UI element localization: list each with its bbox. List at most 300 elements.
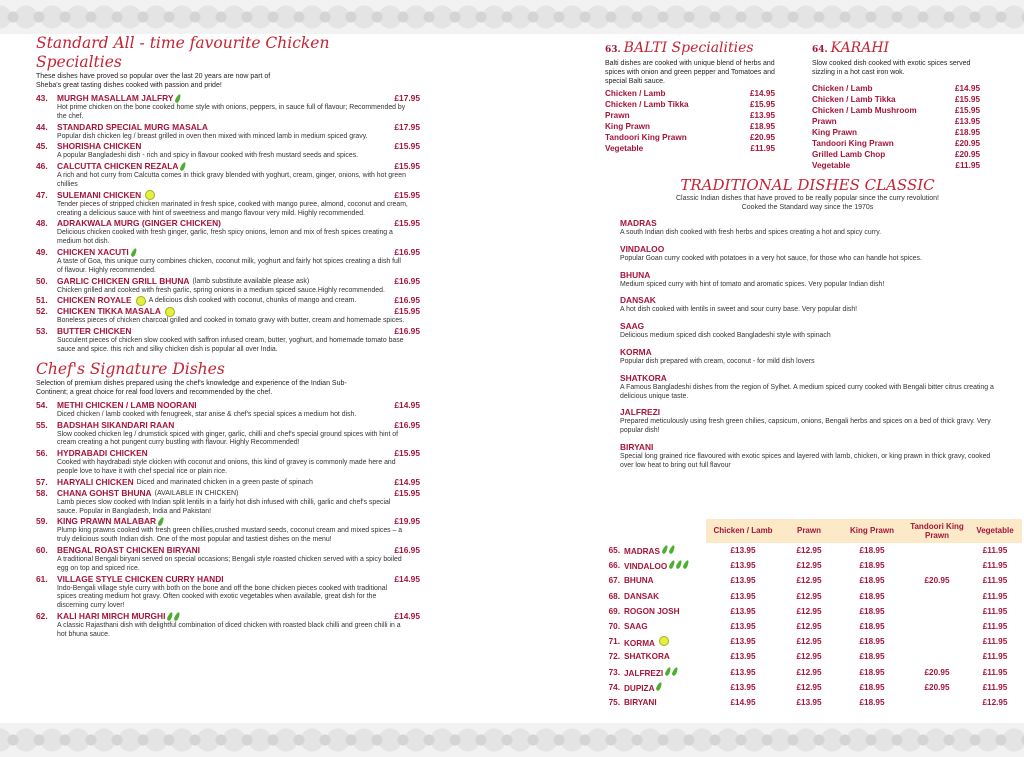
col-king-prawn: King Prawn: [838, 519, 906, 543]
decorative-border-bottom: [0, 723, 1024, 757]
row-dish-name: [622, 589, 706, 604]
item-name: CHICKEN ROYALE: [57, 295, 132, 306]
item-price: £16.95: [394, 246, 420, 257]
menu-item: [36, 306, 420, 326]
row-dish-name: [622, 619, 706, 634]
row-dish-name: [622, 634, 706, 649]
item-description: Diced chicken / lamb cooked with fenugreek, star anise & chef's special spices a medium hot dish.: [57, 410, 357, 418]
item-number: 47.: [36, 189, 48, 200]
menu-item: [36, 93, 420, 122]
price-row-name: Vegetable: [605, 144, 644, 153]
menu-item-header: [36, 488, 408, 499]
row-price-2: £12.95: [796, 546, 822, 556]
price-row: [605, 132, 775, 143]
item-description: Chicken grilled and cooked with fresh garlic, spring onions in a medium spiced sauce.Highly recommended.: [57, 286, 385, 294]
item-number: 43.: [36, 93, 48, 103]
menu-item-header: [36, 247, 408, 258]
menu-item: [36, 448, 420, 477]
item-price: £15.95: [394, 306, 420, 317]
row-price-1: £13.95: [730, 682, 756, 692]
row-price-1: £13.95: [730, 606, 756, 616]
row-price-2: £12.95: [796, 606, 822, 616]
price-row-value: £18.95: [749, 122, 775, 131]
price-row-value: £14.95: [954, 84, 980, 93]
item-name: KALI HARI MIRCH MURGHI: [57, 610, 166, 621]
dish-name: BIRYANI: [620, 441, 654, 452]
traditional-dish: [620, 347, 995, 367]
item-name: BUTTER CHICKEN: [57, 326, 132, 337]
menu-item-header: [36, 516, 408, 527]
menu-item-header: [36, 448, 408, 459]
price-table-row: [600, 695, 1022, 710]
item-price: £15.95: [394, 189, 420, 200]
menu-item: [36, 218, 420, 247]
row-price-1: £13.95: [730, 667, 756, 677]
traditional-subtitle: Classic Indian dishes that have proved to be really popular since the curry revolution! Cooked the Standard way since the 1970s: [675, 195, 940, 211]
mild-icon: [145, 190, 155, 200]
item-number: 60.: [36, 544, 48, 555]
signature-section-title: Chef's Signature Dishes: [36, 359, 225, 378]
item-number: 56.: [36, 448, 48, 459]
menu-item: [36, 295, 420, 306]
item-number: 62.: [36, 610, 48, 621]
row-price-1: £14.95: [730, 697, 756, 707]
menu-item-header: [36, 141, 408, 152]
item-number: 46.: [36, 161, 48, 172]
price-row-name: King Prawn: [605, 122, 651, 131]
price-row-name: Chicken / Lamb: [812, 84, 873, 93]
item-description: A traditional Bengali biryani served on special occasions; Bengali style roasted chicken served with a spicy boiled egg on top and spiced rice.: [57, 555, 402, 572]
row-number: 74.: [608, 682, 620, 692]
dish-description: A south Indian dish cooked with fresh herbs and spices creating a hot and spicy curry.: [620, 229, 882, 236]
row-price-5: £12.95: [982, 697, 1008, 707]
price-row-name: Vegetable: [812, 161, 851, 170]
row-dish-name: [622, 573, 706, 588]
dish-name: BHUNA: [620, 269, 651, 280]
menu-item: [36, 161, 420, 190]
price-row: [812, 149, 980, 160]
chili-icon: [663, 667, 677, 676]
karahi-price-list: [812, 83, 980, 171]
row-price-4: £20.95: [924, 682, 950, 692]
item-name: BENGAL ROAST CHICKEN BIRYANI: [57, 544, 201, 555]
row-dish-label: SAAG: [624, 622, 648, 632]
menu-item-header: [36, 122, 408, 133]
mild-icon: [655, 636, 669, 646]
price-row-value: £11.95: [750, 144, 775, 153]
chili-icon: [129, 248, 136, 257]
row-price-3: £18.95: [859, 591, 885, 601]
mild-icon: [161, 307, 175, 317]
chili-icon: [671, 666, 678, 676]
item-name: KING PRAWN MALABAR: [57, 516, 157, 527]
row-price-3: £18.95: [859, 682, 885, 692]
row-dish-label: KORMA: [624, 638, 655, 648]
item-number: 52.: [36, 306, 48, 317]
chili-icon: [654, 682, 661, 691]
row-price-5: £11.95: [982, 561, 1008, 571]
row-price-3: £18.95: [859, 606, 885, 616]
row-price-2: £12.95: [796, 682, 822, 692]
row-price-1: £13.95: [730, 591, 756, 601]
item-price: £15.95: [394, 218, 420, 229]
price-row-value: £11.95: [955, 161, 980, 170]
price-row-value: £13.95: [954, 117, 980, 126]
chili-icon: [156, 517, 163, 526]
karahi-section: [812, 40, 980, 171]
item-description: A popular Bangladeshi dish - rich and spicy in flavour cooked with fresh mustard seeds and spices.: [57, 152, 359, 160]
row-number: 66.: [608, 561, 620, 571]
price-row-name: Chicken / Lamb: [605, 89, 666, 98]
item-name: CHICKEN XACUTI: [57, 246, 129, 257]
row-price-4: [906, 619, 968, 634]
price-row-name: King Prawn: [812, 128, 858, 137]
row-price-2: £12.95: [796, 576, 822, 586]
chili-icon: [656, 681, 663, 691]
row-price-4: [906, 649, 968, 664]
menu-item-header: [36, 218, 408, 229]
menu-item: [36, 189, 420, 219]
price-row-value: £15.95: [954, 106, 980, 115]
item-price: £14.95: [394, 573, 420, 584]
price-row: [605, 99, 775, 110]
dish-name: SHATKORA: [620, 372, 667, 383]
item-name: VILLAGE STYLE CHICKEN CURRY HANDI: [57, 573, 224, 584]
item-price: £17.95: [394, 121, 420, 132]
item-price: £14.95: [394, 399, 420, 410]
dish-description: Medium spiced curry with hint of tomato and aromatic spices. Very popular Indian dish!: [620, 280, 885, 288]
price-row-value: £20.95: [954, 139, 980, 148]
balti-number: 63.: [605, 45, 621, 55]
item-name: CALCUTTA CHICKEN REZALA: [57, 161, 179, 172]
menu-item-header: [36, 306, 408, 317]
chili-icon: [174, 611, 181, 621]
col-chicken-lamb: Chicken / Lamb: [706, 519, 780, 543]
item-note: Diced and marinated chicken in a green paste of spinach: [136, 478, 313, 486]
item-number: 49.: [36, 246, 48, 257]
price-table-row: [600, 589, 1022, 604]
row-number: 67.: [608, 576, 620, 586]
menu-item-header: [36, 420, 408, 431]
row-dish-label: JALFREZI: [624, 668, 664, 678]
item-description: Delicious chicken cooked with fresh ginger, garlic, fresh spicy onions, lemon and mix of fresh spices creating a medium hot dish.: [57, 229, 393, 246]
menu-item: [36, 246, 420, 276]
balti-price-list: [605, 88, 775, 154]
price-row-name: Prawn: [605, 111, 630, 120]
row-price-5: £11.95: [982, 546, 1008, 556]
item-price: £15.95: [394, 141, 420, 152]
chili-icon: [676, 560, 683, 570]
row-price-5: £11.95: [982, 591, 1008, 601]
price-row: [812, 127, 980, 138]
dish-name: KORMA: [620, 346, 652, 357]
item-description: Boneless pieces of chicken charcoal grilled and cooked in tomato gravy with butter, cream and homemade spices.: [57, 317, 405, 325]
price-table-row: [600, 665, 1022, 680]
signature-intro: Selection of premium dishes prepared using the chef's knowledge and experience of the Indian Sub-Continent; a great choice for real food lovers and recommended by the chef.: [36, 379, 347, 396]
price-row-value: £18.95: [954, 128, 980, 137]
row-dish-name: [622, 558, 706, 573]
item-description: Cooked with haydrabadi style ckicken with coconut and onions, this kind of gravey is commonly made here and people love to have it with chef special rice or plain rice.: [57, 459, 396, 475]
item-description: A rich and hot curry from Calcutta comes in thick gravy blended with yoghurt, cream, ginger, onions, with hot green chillies: [57, 172, 406, 188]
row-price-2: £13.95: [796, 697, 822, 707]
menu-item-header: [36, 574, 408, 585]
row-price-1: £13.95: [730, 561, 756, 571]
price-table-row: [600, 680, 1022, 695]
standard-intro: These dishes have proved so popular over the last 20 years are now part of Sheba's great tasting dishes cooked with passion and pride!: [36, 73, 271, 89]
mild-icon: [659, 636, 669, 646]
mild-icon: [136, 296, 146, 306]
traditional-dish: [620, 244, 995, 264]
price-row: [605, 121, 775, 132]
row-price-5: £11.95: [982, 576, 1008, 586]
row-price-5: £11.95: [982, 606, 1008, 616]
price-row-name: Tandoori King Prawn: [812, 139, 894, 148]
row-dish-name: [622, 665, 706, 680]
chili-icon: [157, 517, 164, 527]
row-number: 72.: [608, 652, 620, 662]
col-tandoori-king-prawn: Tandoori King Prawn: [906, 519, 968, 543]
price-row-value: £15.95: [954, 95, 980, 104]
row-dish-name: [622, 649, 706, 664]
item-description: Indo-Bengali village style curry with both on the bone and off the bone chicken pieces cooked with traditional spices creating medium hot gravy. Often cooked with exotic vegetables when available, great dish for the discerning curry lover!: [57, 584, 388, 610]
item-price: £16.95: [394, 295, 420, 306]
row-number: 70.: [608, 622, 620, 632]
item-note: (AVAILABLE IN CHICKEN): [154, 489, 239, 497]
karahi-title-row: [812, 40, 980, 59]
price-row: [812, 94, 980, 105]
traditional-dish: [620, 270, 995, 290]
menu-item-header: [36, 477, 408, 488]
price-row: [605, 143, 775, 154]
item-note: A delicious dish cooked with coconut, chunks of mango and cream.: [148, 297, 357, 305]
item-price: £16.95: [394, 544, 420, 555]
item-price: £16.95: [394, 419, 420, 430]
mild-icon: [165, 307, 175, 317]
menu-item: [36, 610, 420, 640]
row-dish-label: BHUNA: [624, 576, 654, 586]
dish-name: SAAG: [620, 321, 645, 332]
row-price-2: £12.95: [796, 561, 822, 571]
row-price-3: £18.95: [859, 667, 885, 677]
dish-description: A Famous Bangladeshi dishes from the region of Sylhet. A medium spiced curry cooked with Bengali bitter citrus creating a delicious unique taste.: [620, 383, 994, 400]
traditional-dish-list: [620, 218, 995, 471]
dish-description: A hot dish cooked with lentils in sweet and sour curry base. Very popular dish!: [620, 306, 858, 314]
price-table-row: [600, 573, 1022, 588]
dish-name: VINDALOO: [620, 243, 665, 254]
row-price-4: £20.95: [924, 576, 950, 586]
price-row: [605, 110, 775, 121]
price-table-row: [600, 543, 1022, 558]
traditional-dish: [620, 442, 995, 471]
menu-item-header: [36, 611, 408, 622]
row-price-1: £13.95: [730, 546, 756, 556]
row-price-1: £13.95: [730, 622, 756, 632]
traditional-section: [620, 176, 995, 471]
item-number: 61.: [36, 573, 48, 584]
price-row-name: Grilled Lamb Chop: [812, 150, 886, 159]
item-number: 55.: [36, 419, 48, 430]
row-price-3: £18.95: [859, 637, 885, 647]
standard-section-title: Standard All - time favourite Chicken Specialties: [36, 34, 330, 71]
dish-description: Special long grained rice flavoured with exotic spices and layered with lamb, chicken, or king prawn in thick gravy, cooked over low heat to bring out full flavour: [620, 452, 991, 469]
left-column: [36, 34, 420, 640]
row-number: 69.: [608, 606, 620, 616]
item-name: STANDARD SPECIAL MURG MASALA: [57, 121, 208, 132]
row-price-4: £20.95: [924, 667, 950, 677]
chili-icon: [669, 560, 676, 570]
row-dish-name: [622, 695, 706, 710]
row-price-4: [906, 634, 968, 649]
decorative-border-top: [0, 0, 1024, 34]
row-number: 73.: [608, 667, 620, 677]
price-row: [812, 105, 980, 116]
price-table-row: [600, 619, 1022, 634]
menu-item-header: [36, 326, 408, 337]
item-number: 44.: [36, 121, 48, 132]
item-name: HYDRABADI CHICKEN: [57, 448, 148, 459]
price-table-header: [600, 519, 1022, 543]
price-row-value: £14.95: [749, 89, 775, 98]
price-row: [812, 83, 980, 94]
row-dish-label: DANSAK: [624, 591, 660, 601]
row-number: 75.: [608, 697, 620, 707]
balti-desc: Balti dishes are cooked with unique blend of herbs and spices with onion and green pepper and Tomatoes and special Balti sauce.: [605, 60, 775, 85]
dish-description: Popular dish prepared with cream, coconut - for mild dish lovers: [620, 357, 815, 365]
row-price-4: [906, 543, 968, 558]
chili-icon: [668, 545, 675, 555]
dish-description: Delicious medium spiced dish cooked Bangladeshi style with spinach: [620, 332, 831, 340]
menu-item: [36, 487, 420, 517]
row-price-2: £12.95: [796, 591, 822, 601]
price-row-name: Tandoori King Prawn: [605, 133, 687, 142]
chili-icon: [178, 162, 185, 171]
menu-item: [36, 544, 420, 574]
item-name: CHICKEN TIKKA MASALA: [57, 306, 161, 317]
row-price-1: £13.95: [730, 576, 756, 586]
menu-item: [36, 419, 420, 449]
chili-icon: [165, 612, 179, 621]
row-price-4: [906, 695, 968, 710]
chili-icon: [664, 666, 671, 676]
item-price: £15.95: [394, 161, 420, 172]
row-price-3: £18.95: [859, 652, 885, 662]
balti-title: BALTI Specialities: [623, 40, 754, 56]
chili-icon: [683, 560, 690, 570]
price-table-row: [600, 604, 1022, 619]
item-number: 58.: [36, 487, 48, 498]
row-dish-name: [622, 680, 706, 695]
item-price: £14.95: [394, 610, 420, 621]
menu-item: [36, 476, 420, 488]
row-dish-label: ROGON JOSH: [624, 606, 680, 616]
item-name: GARLIC CHICKEN GRILL BHUNA: [57, 275, 190, 286]
item-description: Slow cooked chicken leg / drumstick spiced with ginger, garlic, chilli and chef's special ground spices with hint of cream creating a hot pungent curry bustling with flavour. Highly Recommended!: [57, 430, 399, 447]
item-price: £15.95: [394, 448, 420, 459]
item-note: (lamb substitute available please ask): [192, 277, 310, 285]
menu-item: [36, 326, 420, 355]
price-row: [812, 116, 980, 127]
price-row-value: £20.95: [749, 133, 775, 142]
standard-item-list: [36, 93, 420, 355]
item-number: 51.: [36, 295, 48, 306]
row-price-2: £12.95: [796, 637, 822, 647]
menu-item-header: [36, 295, 408, 306]
row-number: 68.: [608, 591, 620, 601]
price-row: [812, 138, 980, 149]
balti-section: [605, 40, 775, 154]
price-row-value: £20.95: [954, 150, 980, 159]
traditional-price-table: [600, 519, 1022, 710]
dish-description: Popular Goan curry cooked with potatoes in a very hot sauce, for those who can handle hot spices.: [620, 254, 922, 262]
item-description: A taste of Goa, this unique curry combines chicken, coconut milk, yoghurt and fairly hot spices creating a dish full of flavour. Highly recommended.: [57, 257, 401, 274]
price-row-name: Chicken / Lamb Mushroom: [812, 106, 917, 115]
row-price-1: £13.95: [730, 652, 756, 662]
item-number: 48.: [36, 218, 48, 229]
row-number: 71.: [608, 637, 620, 647]
price-row: [605, 88, 775, 99]
item-number: 45.: [36, 141, 48, 152]
menu-item-header: [36, 545, 408, 556]
menu-item: [36, 141, 420, 161]
item-number: 50.: [36, 275, 48, 286]
dish-name: MADRAS: [620, 218, 657, 228]
row-dish-label: VINDALOO: [624, 562, 668, 572]
menu-item: [36, 516, 420, 545]
chili-icon: [180, 162, 187, 172]
row-price-3: £18.95: [859, 576, 885, 586]
row-price-4: [906, 558, 968, 573]
price-table-row: [600, 558, 1022, 573]
row-price-3: £18.95: [859, 622, 885, 632]
price-row-value: £13.95: [749, 111, 775, 120]
traditional-dish: [620, 218, 995, 238]
menu-item: [36, 573, 420, 611]
signature-item-list: [36, 399, 420, 640]
chili-icon: [173, 94, 180, 103]
row-price-4: [906, 604, 968, 619]
item-price: £16.95: [394, 275, 420, 286]
item-number: 53.: [36, 326, 48, 337]
item-price: £17.95: [394, 93, 420, 103]
balti-title-row: [605, 40, 775, 59]
item-description: Popular dish chicken leg / breast grilled in oven then mixed with minced lamb in medium spiced gravy.: [57, 132, 368, 140]
mild-icon: [141, 190, 155, 200]
price-table-body: [600, 543, 1022, 710]
traditional-dish: [620, 321, 995, 341]
chili-icon: [175, 94, 182, 104]
chili-icon: [660, 545, 674, 554]
traditional-dish: [620, 295, 995, 315]
item-price: £14.95: [394, 476, 420, 487]
item-name: CHANA GOHST BHUNA: [57, 487, 152, 498]
item-description: Succulent pieces of chicken slow cooked with saffron infused cream, butter, yoghurt, and homemade tomato base sauce and spice. this rich and silky chicken dish is popular all over India.: [57, 337, 404, 353]
traditional-dish: [620, 407, 995, 436]
item-name: SHORISHA CHICKEN: [57, 141, 142, 152]
row-price-5: £11.95: [982, 652, 1008, 662]
col-prawn: Prawn: [780, 519, 838, 543]
row-dish-name: [622, 543, 706, 558]
item-price: £19.95: [394, 516, 420, 527]
item-description: A classic Rajasthani dish with delightful combination of diced chicken with roasted black chilli and green chilli in a hot bhuna sauce.: [57, 621, 401, 638]
row-price-2: £12.95: [796, 667, 822, 677]
row-dish-label: SHATKORA: [624, 652, 670, 662]
menu-item-header: [36, 161, 408, 172]
row-dish-label: DUPIZA: [624, 683, 655, 693]
item-number: 54.: [36, 399, 48, 410]
menu-item: [36, 399, 420, 420]
price-row: [812, 160, 980, 171]
chili-icon: [130, 248, 137, 258]
